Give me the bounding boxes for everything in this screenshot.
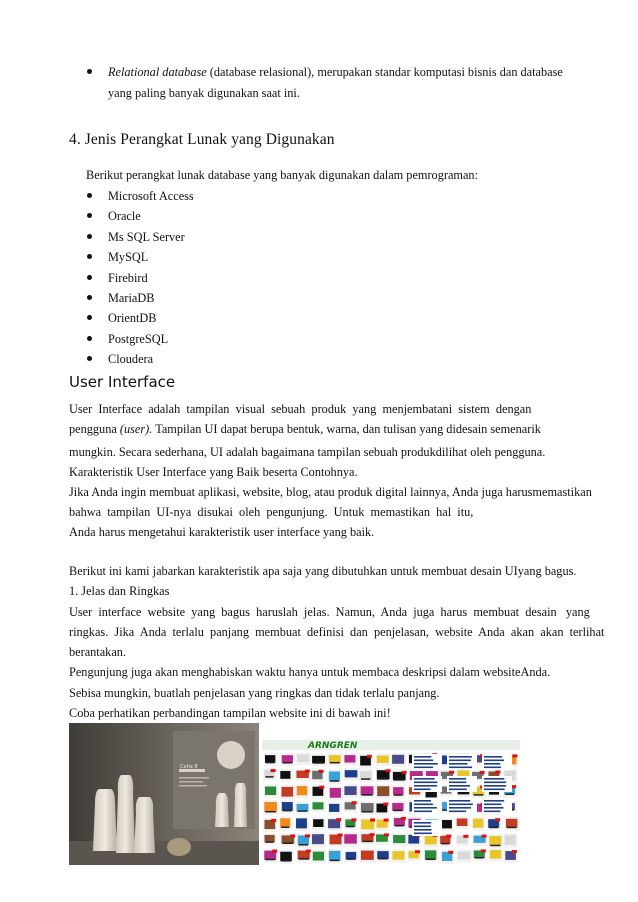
collage-tile <box>281 860 291 862</box>
collage-tile <box>449 807 471 809</box>
collage-tile <box>484 763 500 765</box>
collage-tile <box>330 860 339 862</box>
collage-tile <box>312 756 325 763</box>
collage-tile <box>394 794 402 796</box>
collage-tile <box>305 834 310 837</box>
collage-tile <box>338 834 343 837</box>
collage-tile <box>415 850 420 853</box>
bullet-dot <box>87 193 92 198</box>
collage-tile <box>393 835 405 843</box>
collage-tile <box>346 826 354 828</box>
collage-tile <box>330 762 340 764</box>
ui-para2-line3: User interface website yang bagus haruslah jelas. Namun, Anda juga harus membuat desain yang <box>69 605 590 619</box>
collage-tile <box>402 771 407 774</box>
ui-para1-line3: mungkin. Secara sederhana, UI adalah bagaimana tampilan sebuah produkdilihat oleh pengguna. <box>69 445 546 459</box>
collage-tile <box>377 756 389 763</box>
database-list-item: Oracle <box>108 209 141 224</box>
collage-tile <box>505 793 514 795</box>
collage-tile <box>378 778 389 780</box>
collage-tile <box>330 780 339 782</box>
collage-tile <box>329 771 340 781</box>
collage-tile <box>377 786 389 796</box>
collage-tile <box>265 811 276 813</box>
collage-tile <box>481 849 486 852</box>
database-list-item: OrientDB <box>108 311 157 326</box>
collage-tile <box>283 762 292 764</box>
collage-tile <box>361 778 370 780</box>
bullet-dot <box>87 315 92 320</box>
collage-tile <box>414 833 432 835</box>
collage-tile <box>414 789 431 791</box>
ui-para2-line4: ringkas. Jika Anda terlalu panjang membuat definisi dan penjelasan, website Anda akan akan terlihat <box>69 625 605 639</box>
collage-tile <box>449 800 470 802</box>
collage-tile <box>312 802 323 809</box>
ui-para1-line6: bahwa tampilan UI-nya disukai oleh pengunjung. Untuk memastikan hal itu, <box>69 505 474 519</box>
collage-tile <box>313 852 324 861</box>
ui-para2-line6: Pengunjung juga akan menghabiskan waktu hanya untuk membaca deskripsi dalam websiteAnda. <box>69 665 551 679</box>
collage-tile <box>319 786 324 789</box>
collage-tile <box>449 778 466 780</box>
collage-tile <box>345 770 358 777</box>
collage-tile <box>265 841 273 843</box>
database-list-item: Firebird <box>108 270 148 285</box>
cluttered-website-drawing <box>262 740 520 865</box>
cluttered-website-image <box>262 740 520 865</box>
collage-tile <box>361 803 374 812</box>
collage-tile <box>490 850 501 859</box>
ui-para1-line5: Jika Anda ingin membuat aplikasi, website, blog, atau produk digital lainnya, Anda juga harusmemastikan <box>69 485 592 499</box>
collage-tile <box>512 850 517 853</box>
collage-tile <box>282 755 293 763</box>
collage-tile <box>449 771 454 774</box>
collage-tile <box>384 819 389 822</box>
bullet-dot <box>87 234 92 239</box>
minimal-image-caption: Ceha 8 <box>180 764 198 770</box>
collage-tile <box>384 833 389 836</box>
collage-tile <box>393 810 402 812</box>
database-list-item: Cloudera <box>108 352 154 367</box>
bullet-dot <box>87 275 92 280</box>
collage-tile <box>306 850 311 853</box>
relational-database-term: Relational database <box>108 65 207 79</box>
collage-tile <box>449 789 467 791</box>
bullet-dot <box>87 336 92 341</box>
collage-tile <box>395 825 404 827</box>
collage-tile <box>449 760 471 762</box>
collage-tile <box>280 818 290 827</box>
collage-tile <box>313 762 324 764</box>
collage-tile <box>426 859 435 861</box>
section4-intro: Berikut perangkat lunak database yang banyak digunakan dalam pemrograman: <box>86 168 478 182</box>
collage-tile <box>305 770 310 773</box>
collage-tile <box>265 859 275 861</box>
collage-tile <box>329 755 341 763</box>
minimal-website-image <box>69 723 259 865</box>
database-list-item: PostgreSQL <box>108 331 169 346</box>
collage-tile <box>449 782 466 784</box>
collage-tile <box>281 827 289 829</box>
minimal-website-drawing <box>69 723 259 865</box>
collage-tile <box>414 829 432 831</box>
collage-tile <box>489 836 501 846</box>
bullet-dot <box>87 356 92 361</box>
collage-tile <box>351 818 356 821</box>
collage-tile <box>265 776 273 778</box>
collage-tile <box>265 755 275 763</box>
collage-tile <box>392 755 404 764</box>
collage-tile <box>448 851 453 854</box>
collage-tile <box>446 835 451 838</box>
ui-para2-line8: Coba perhatikan perbandingan tampilan website ini di bawah ini! <box>69 706 391 720</box>
collage-tile <box>352 801 357 804</box>
collage-tile <box>457 819 468 826</box>
collage-tile <box>484 807 503 809</box>
collage-tile <box>299 858 309 860</box>
collage-tile <box>414 756 431 758</box>
collage-tile <box>336 818 341 821</box>
collage-tile <box>414 760 433 762</box>
collage-tile <box>344 786 356 795</box>
collage-tile <box>262 740 520 750</box>
collage-tile <box>449 756 472 758</box>
collage-tile <box>383 803 388 806</box>
collage-tile <box>282 802 293 811</box>
database-list-item: MySQL <box>108 250 149 265</box>
collage-tile <box>449 785 470 787</box>
collage-tile <box>329 851 340 861</box>
collage-tile <box>401 817 406 820</box>
collage-tile <box>362 794 373 796</box>
collage-tile <box>414 800 431 802</box>
collage-tile <box>449 767 472 769</box>
collage-tile <box>490 845 500 847</box>
collage-tile <box>265 787 276 796</box>
collage-tile <box>484 811 501 813</box>
ui-para2-line5: berantakan. <box>69 645 127 659</box>
collage-tile <box>344 755 355 762</box>
collage-tile <box>495 818 500 821</box>
collage-tile <box>346 852 357 859</box>
collage-tile <box>463 835 468 838</box>
collage-tile <box>280 771 290 779</box>
collage-tile <box>313 819 323 827</box>
bullet-dot <box>87 69 92 74</box>
collage-tile <box>484 782 506 784</box>
collage-tile <box>394 779 405 781</box>
database-list-item: Ms SQL Server <box>108 229 185 244</box>
collage-tile <box>414 807 437 809</box>
collage-tile <box>330 788 341 798</box>
collage-tile <box>449 804 473 806</box>
collage-tile <box>283 842 294 844</box>
collage-tile <box>297 754 309 761</box>
collage-tile <box>283 810 292 812</box>
collage-tile <box>347 858 356 860</box>
ui-para2-line1: Berikut ini kami jabarkan karakteristik apa saja yang dibutuhkan untuk membuat desain UIyang bagus. <box>69 564 577 578</box>
collage-tile <box>290 834 295 837</box>
ui-para1-user-term: (user). <box>119 422 153 436</box>
collage-tile <box>362 841 372 843</box>
collage-tile <box>361 786 374 795</box>
collage-tile <box>344 834 357 843</box>
collage-tile <box>414 811 432 813</box>
ui-para1-line1: User Interface adalah tampilan visual sebuah produk yang menjembatani sistem dengan <box>69 402 532 416</box>
collage-tile <box>480 771 485 774</box>
ui-para1-line4: Karakteristik User Interface yang Baik beserta Contohnya. <box>69 465 358 479</box>
bullet-dot <box>87 213 92 218</box>
collage-tile <box>414 767 433 769</box>
collage-tile <box>370 833 375 836</box>
ui-para1-line2-end: Tampilan UI dapat berupa bentuk, warna, dan tulisan yang didesain semenarik <box>152 422 541 436</box>
ui-para1-line2-start: pengguna <box>69 422 120 436</box>
collage-tile <box>392 851 404 860</box>
collage-tile <box>425 850 436 859</box>
relational-database-text: (database relasional), merupakan standar komputasi bisnis dan database <box>206 65 563 79</box>
collage-tile <box>297 786 307 795</box>
ui-para2-line7: Sebisa mungkin, buatlah penjelasan yang ringkas dan tidak terlalu panjang. <box>69 686 440 700</box>
relational-database-line <box>108 63 563 81</box>
collage-tile <box>271 819 276 822</box>
collage-tile <box>360 771 371 779</box>
collage-tile <box>441 843 449 845</box>
collage-tile <box>266 762 274 764</box>
collage-tile <box>271 769 276 772</box>
collage-tile <box>281 787 293 797</box>
collage-tile <box>378 858 387 860</box>
collage-tile <box>495 770 500 773</box>
collage-tile <box>474 794 484 796</box>
arngren-logo: ARNGREN <box>308 741 358 751</box>
collage-tile <box>414 778 435 780</box>
collage-tile <box>392 803 403 811</box>
collage-tile <box>264 802 277 812</box>
collage-tile <box>318 770 323 773</box>
collage-tile <box>512 754 517 757</box>
section-heading-4: 4. Jenis Perangkat Lunak yang Digunakan <box>69 131 335 148</box>
collage-tile <box>482 835 487 838</box>
ui-para2-line2: 1. Jelas dan Ringkas <box>69 584 170 598</box>
collage-tile <box>475 857 484 859</box>
collage-tile <box>484 804 501 806</box>
ui-para1-line7: Anda harus mengetahui karakteristik user interface yang baik. <box>69 525 375 539</box>
collage-tile <box>312 834 324 844</box>
collage-tile <box>484 789 505 791</box>
collage-tile <box>272 850 277 853</box>
collage-tile <box>296 818 307 828</box>
user-interface-heading: User Interface <box>69 373 176 391</box>
collage-tile <box>370 819 375 822</box>
collage-tile <box>264 835 274 842</box>
ui-para1-line2 <box>69 420 541 438</box>
collage-tile <box>362 811 373 813</box>
collage-tile <box>414 763 438 765</box>
bullet-dot <box>87 254 92 259</box>
collage-tile <box>449 763 467 765</box>
collage-tile <box>484 756 502 758</box>
collage-tile <box>484 767 501 769</box>
collage-tile <box>484 800 504 802</box>
collage-tile <box>489 827 498 829</box>
collage-tile <box>414 822 431 824</box>
collage-tile <box>484 760 504 762</box>
database-list-item: MariaDB <box>108 291 155 305</box>
collage-tile <box>505 835 516 845</box>
collage-tile <box>299 844 308 846</box>
relational-database-line2: yang paling banyak digunakan saat ini. <box>108 86 300 100</box>
collage-tile <box>414 804 433 806</box>
collage-tile <box>367 755 372 758</box>
collage-tile <box>457 851 470 859</box>
collage-tile <box>414 826 431 828</box>
collage-tile <box>414 782 437 784</box>
collage-tile <box>386 769 391 772</box>
collage-tile <box>393 787 403 795</box>
collage-tile <box>414 785 437 787</box>
collage-tile <box>297 804 309 811</box>
collage-tile <box>377 851 388 859</box>
collage-tile <box>442 820 452 828</box>
database-list-item: Microsoft Access <box>108 189 194 203</box>
collage-tile <box>298 810 308 812</box>
collage-tile <box>484 785 506 787</box>
collage-tile <box>361 851 374 860</box>
collage-tile <box>473 819 483 828</box>
bullet-dot <box>87 295 92 300</box>
collage-tile <box>507 827 517 829</box>
collage-tile <box>484 778 504 780</box>
collage-tile <box>280 852 292 861</box>
collage-tile <box>506 819 518 828</box>
collage-tile <box>449 811 466 813</box>
collage-tile <box>329 804 339 812</box>
